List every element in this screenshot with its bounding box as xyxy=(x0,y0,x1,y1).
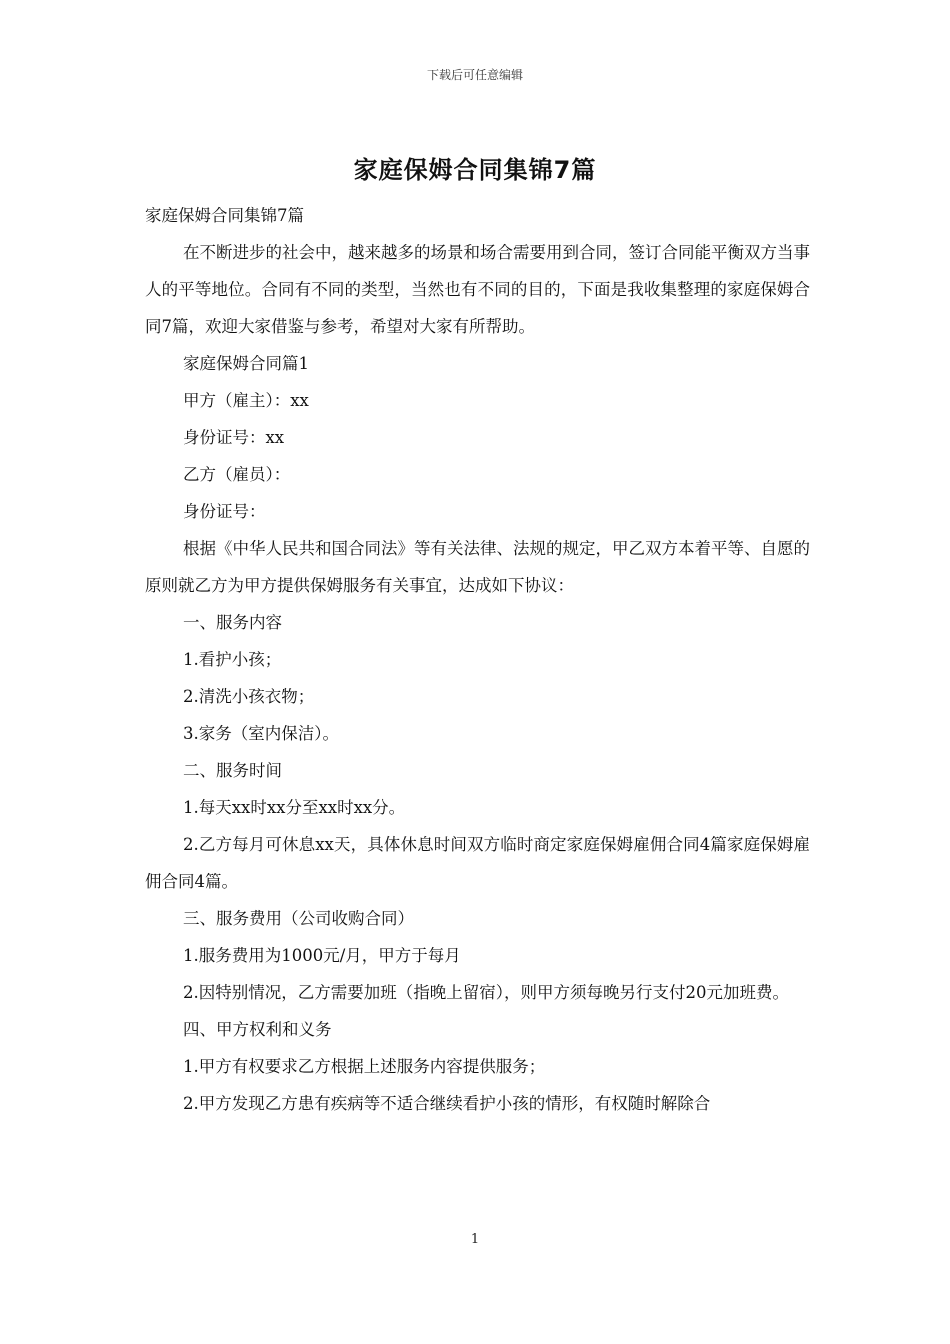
paragraph: 根据《中华人民共和国合同法》等有关法律、法规的规定，甲乙双方本着平等、自愿的原则就乙方为甲方提供保姆服务有关事宜，达成如下协议： xyxy=(145,539,810,595)
list-item: 1.看护小孩； xyxy=(183,650,282,669)
paragraph: 家庭保姆合同篇1 xyxy=(183,354,309,373)
header-note: 下载后可任意编辑 xyxy=(426,68,523,82)
document-title: 家庭保姆合同集锦7篇 xyxy=(353,156,597,184)
list-item: 2.甲方发现乙方患有疾病等不适合继续看护小孩的情形，有权随时解除合 xyxy=(183,1094,711,1113)
paragraph: 家庭保姆合同集锦7篇 xyxy=(145,206,304,225)
list-item: 2.清洗小孩衣物； xyxy=(183,687,315,706)
list-item: 1.甲方有权要求乙方根据上述服务内容提供服务； xyxy=(183,1057,546,1076)
list-item: 2.因特别情况，乙方需要加班（指晚上留宿），则甲方须每晚另行支付20元加班费。 xyxy=(183,983,789,1002)
section-heading: 三、服务费用（公司收购合同） xyxy=(183,909,414,928)
paragraph: 身份证号：xx xyxy=(183,428,285,447)
section-heading: 四、甲方权利和义务 xyxy=(183,1020,332,1039)
list-item: 2.乙方每月可休息xx天，具体休息时间双方临时商定家庭保姆雇佣合同4篇家庭保姆雇佣合同4篇。 xyxy=(145,835,810,891)
document-body xyxy=(145,197,810,1122)
paragraph: 在不断进步的社会中，越来越多的场景和场合需要用到合同，签订合同能平衡双方当事人的平等地位。合同有不同的类型，当然也有不同的目的，下面是我收集整理的家庭保姆合同7篇，欢迎大家借鉴与参考，希望对大家有所帮助。 xyxy=(145,243,810,336)
section-heading: 二、服务时间 xyxy=(183,761,282,780)
page-number: 1 xyxy=(470,1232,480,1247)
paragraph: 甲方（雇主）：xx xyxy=(183,391,309,410)
paragraph: 乙方（雇员）： xyxy=(183,465,291,484)
paragraph: 身份证号： xyxy=(183,502,266,521)
list-item: 1.服务费用为1000元/月，甲方于每月 xyxy=(183,946,461,965)
section-heading: 一、服务内容 xyxy=(183,613,282,632)
list-item: 1.每天xx时xx分至xx时xx分。 xyxy=(183,798,406,817)
list-item: 3.家务（室内保洁）。 xyxy=(183,724,339,743)
